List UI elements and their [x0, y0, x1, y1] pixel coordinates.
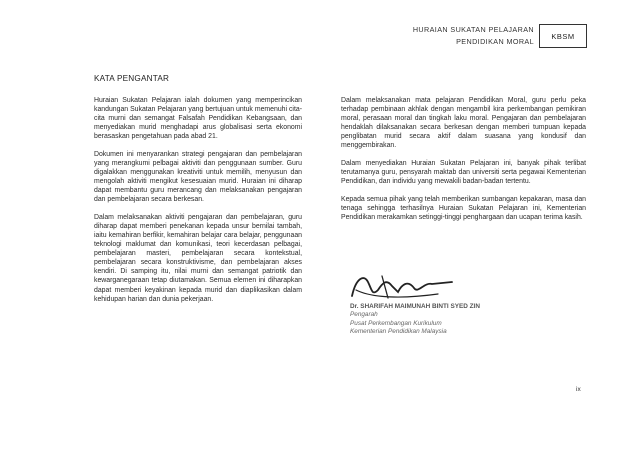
handwritten-signature: [342, 268, 462, 304]
page-number: ix: [576, 386, 581, 393]
signatory-ministry: Kementerian Pendidikan Malaysia: [350, 328, 447, 336]
page-header: [294, 24, 534, 48]
signature-block: [340, 268, 586, 340]
header-subject-title: PENDIDIKAN MORAL: [456, 37, 534, 46]
paragraph: Dalam melaksanakan aktiviti pengajaran dan pembelajaran, guru diharap dapat memberi penekanan kepada unsur bernilai tambah, iaitu kemahiran berfikir, kemahiran belajar cara belajar, penggunaan teknologi maklumat dan komunikasi, teori kecerdasan pelbagai, pembelajaran masteri, pembelajaran secara kontekstual, pembelajaran secara konstruktivisme, dan pembelajaran akses kendiri. Di samping itu, nilai murni dan semangat patriotik dan kewarganegaraan tetap diutamakan. Semua elemen ini diharapkan dapat memberi keyakinan kepada murid dan diaplikasikan dalam kehidupan harian dan dunia pekerjaan.: [94, 213, 302, 303]
paragraph: Kepada semua pihak yang telah memberikan sumbangan kepakaran, masa dan tenaga sehingga terhasilnya Huraian Sukatan Pelajaran ini, Kementerian Pendidikan merakamkan setinggi-tinggi penghargaan dan ucapan terima kasih.: [341, 195, 586, 221]
left-column: [94, 96, 302, 312]
signatory-name: Dr. SHARIFAH MAIMUNAH BINTI SYED ZIN: [350, 303, 480, 310]
paragraph: Dalam menyediakan Huraian Sukatan Pelajaran ini, banyak pihak terlibat terutamanya guru, pensyarah maktab dan universiti serta pegawai Kementerian Pendidikan, dan individu yang mewakili badan-badan tertentu.: [341, 159, 586, 186]
right-column: [341, 96, 586, 230]
page-title: KATA PENGANTAR: [94, 74, 170, 84]
signatory-role: Pengarah: [350, 311, 378, 319]
paragraph: Dalam melaksanakan mata pelajaran Pendidikan Moral, guru perlu peka terhadap pembinaan akhlak dengan mengambil kira perkembangan pemikiran moral, perasaan moral dan tingkah laku moral. Pengajaran dan pembelajaran hendaklah dilaksanakan secara berkesan dengan memberi tumpuan kepada penglibatan murid secara aktif dalam suasana yang kondusif dan menggembirakan.: [341, 97, 586, 150]
header-subject-line: HURAIAN SUKATAN PELAJARAN: [412, 25, 534, 34]
signatory-details: [350, 303, 480, 337]
signatory-department: Pusat Perkembangan Kurikulum: [350, 319, 442, 327]
paragraph: Huraian Sukatan Pelajaran ialah dokumen yang memperincikan kandungan Sukatan Pelajaran yang bertujuan untuk memenuhi cita-cita murni dan semangat Falsafah Pendidikan Kebangsaan, dan menyediakan murid menghadapi arus globalisasi serta ekonomi berasaskan pengetahuan pada abad 21.: [94, 97, 302, 141]
kbsm-badge: KBSM: [539, 24, 587, 48]
paragraph: Dokumen ini menyarankan strategi pengajaran dan pembelajaran yang merangkumi pelbagai aktiviti dan penggunaan sumber. Guru digalakkan menggunakan kreativiti untuk memilih, menyusun dan mengolah aktiviti mengikut kesesuaian murid. Huraian ini diharap dapat membantu guru merancang dan melaksanakan pengajaran dan pembelajaran secara berkesan.: [94, 150, 302, 204]
